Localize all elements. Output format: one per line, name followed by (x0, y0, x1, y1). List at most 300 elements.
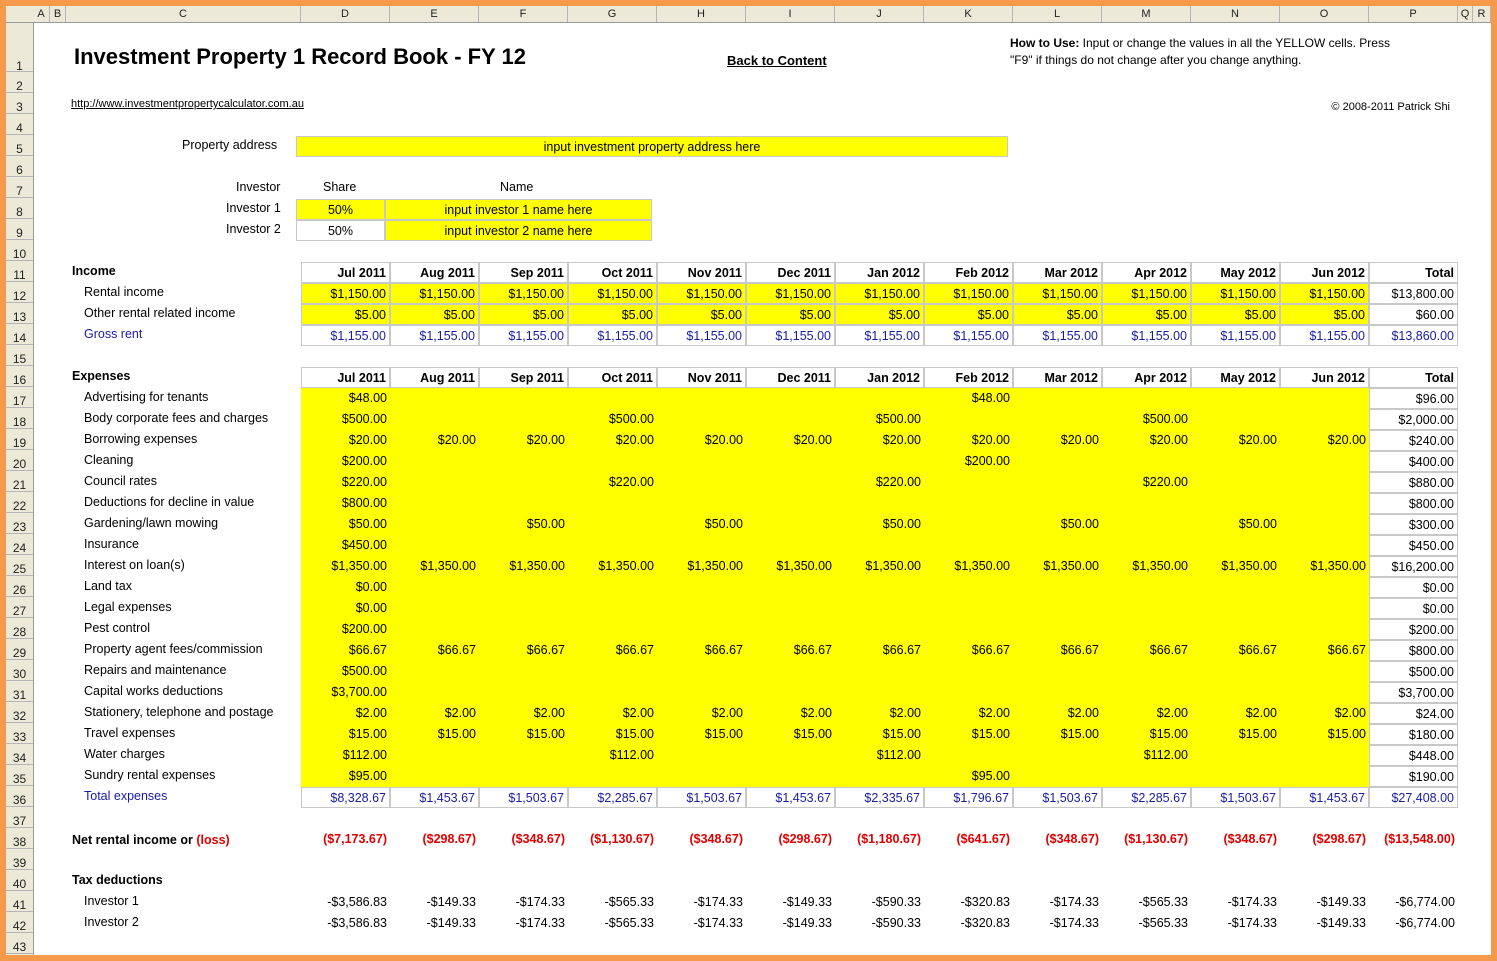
expense-input-cell[interactable] (1280, 577, 1369, 598)
expense-input-cell[interactable] (835, 619, 924, 640)
expense-input-cell[interactable] (1280, 535, 1369, 556)
expense-input-cell[interactable] (479, 766, 568, 787)
expense-input-cell[interactable] (1191, 472, 1280, 493)
expense-input-cell[interactable]: $1,350.00 (835, 556, 924, 577)
expense-input-cell[interactable]: $48.00 (924, 388, 1013, 409)
expense-input-cell[interactable] (1102, 682, 1191, 703)
expense-input-cell[interactable] (568, 598, 657, 619)
expense-input-cell[interactable]: $50.00 (657, 514, 746, 535)
expense-input-cell[interactable]: $50.00 (835, 514, 924, 535)
income-input-cell[interactable]: $5.00 (1102, 304, 1191, 325)
expense-input-cell[interactable]: $20.00 (657, 430, 746, 451)
expense-input-cell[interactable] (1013, 451, 1102, 472)
row-header-3[interactable]: 3 (6, 93, 33, 114)
row-header-41[interactable]: 41 (6, 891, 33, 912)
expense-input-cell[interactable] (924, 577, 1013, 598)
expense-input-cell[interactable] (390, 661, 479, 682)
expense-input-cell[interactable] (657, 598, 746, 619)
expense-input-cell[interactable] (835, 451, 924, 472)
row-header-36[interactable]: 36 (6, 786, 33, 807)
expense-input-cell[interactable]: $200.00 (301, 451, 390, 472)
expense-input-cell[interactable] (1102, 451, 1191, 472)
expense-input-cell[interactable] (924, 745, 1013, 766)
row-header-31[interactable]: 31 (6, 681, 33, 702)
expense-input-cell[interactable]: $66.67 (1102, 640, 1191, 661)
expense-input-cell[interactable] (390, 682, 479, 703)
expense-input-cell[interactable] (657, 577, 746, 598)
expense-input-cell[interactable]: $15.00 (1280, 724, 1369, 745)
expense-input-cell[interactable] (390, 619, 479, 640)
row-header-17[interactable]: 17 (6, 387, 33, 408)
expense-input-cell[interactable] (479, 745, 568, 766)
expense-input-cell[interactable]: $66.67 (1280, 640, 1369, 661)
expense-input-cell[interactable] (1280, 388, 1369, 409)
expense-input-cell[interactable]: $220.00 (301, 472, 390, 493)
expense-input-cell[interactable] (1013, 409, 1102, 430)
expense-input-cell[interactable]: $66.67 (568, 640, 657, 661)
expense-input-cell[interactable] (1102, 577, 1191, 598)
expense-input-cell[interactable] (746, 409, 835, 430)
expense-input-cell[interactable] (1013, 493, 1102, 514)
expense-input-cell[interactable]: $2.00 (924, 703, 1013, 724)
row-header-25[interactable]: 25 (6, 555, 33, 576)
income-input-cell[interactable]: $5.00 (835, 304, 924, 325)
expense-input-cell[interactable]: $112.00 (301, 745, 390, 766)
expense-input-cell[interactable] (390, 451, 479, 472)
column-header-a[interactable]: A (33, 6, 50, 22)
expense-input-cell[interactable]: $500.00 (835, 409, 924, 430)
expense-input-cell[interactable]: $220.00 (1102, 472, 1191, 493)
income-input-cell[interactable]: $5.00 (924, 304, 1013, 325)
expense-input-cell[interactable] (1280, 493, 1369, 514)
expense-input-cell[interactable]: $20.00 (835, 430, 924, 451)
expense-input-cell[interactable]: $1,350.00 (390, 556, 479, 577)
expense-input-cell[interactable] (924, 682, 1013, 703)
expense-input-cell[interactable] (1013, 745, 1102, 766)
expense-input-cell[interactable]: $15.00 (1191, 724, 1280, 745)
expense-input-cell[interactable] (479, 493, 568, 514)
expense-input-cell[interactable] (390, 745, 479, 766)
expense-input-cell[interactable] (924, 535, 1013, 556)
income-input-cell[interactable]: $5.00 (746, 304, 835, 325)
expense-input-cell[interactable] (390, 598, 479, 619)
expense-input-cell[interactable]: $2.00 (657, 703, 746, 724)
column-header-j[interactable]: J (835, 6, 924, 22)
column-header-b[interactable]: B (50, 6, 66, 22)
expense-input-cell[interactable]: $15.00 (746, 724, 835, 745)
expense-input-cell[interactable] (1013, 766, 1102, 787)
investor-share-input[interactable]: 50% (296, 199, 385, 220)
expense-input-cell[interactable] (390, 577, 479, 598)
expense-input-cell[interactable] (746, 598, 835, 619)
income-input-cell[interactable]: $1,150.00 (924, 283, 1013, 304)
expense-input-cell[interactable]: $66.67 (479, 640, 568, 661)
row-header-2[interactable]: 2 (6, 72, 33, 93)
expense-input-cell[interactable] (1191, 766, 1280, 787)
expense-input-cell[interactable] (657, 388, 746, 409)
expense-input-cell[interactable]: $50.00 (1013, 514, 1102, 535)
expense-input-cell[interactable] (479, 472, 568, 493)
expense-input-cell[interactable] (1191, 493, 1280, 514)
expense-input-cell[interactable] (657, 472, 746, 493)
expense-input-cell[interactable] (1013, 661, 1102, 682)
expense-input-cell[interactable] (568, 682, 657, 703)
expense-input-cell[interactable]: $15.00 (390, 724, 479, 745)
expense-input-cell[interactable]: $20.00 (1013, 430, 1102, 451)
expense-input-cell[interactable] (657, 661, 746, 682)
column-header-e[interactable]: E (390, 6, 479, 22)
expense-input-cell[interactable] (1102, 535, 1191, 556)
expense-input-cell[interactable]: $15.00 (924, 724, 1013, 745)
column-header-c[interactable]: C (66, 6, 301, 22)
expense-input-cell[interactable] (1013, 388, 1102, 409)
row-header-15[interactable]: 15 (6, 345, 33, 366)
row-header-38[interactable]: 38 (6, 828, 33, 849)
expense-input-cell[interactable] (1191, 619, 1280, 640)
row-header-33[interactable]: 33 (6, 723, 33, 744)
expense-input-cell[interactable] (479, 388, 568, 409)
column-header-g[interactable]: G (568, 6, 657, 22)
expense-input-cell[interactable] (1280, 661, 1369, 682)
investor-share-input[interactable]: 50% (296, 220, 385, 241)
expense-input-cell[interactable]: $66.67 (924, 640, 1013, 661)
expense-input-cell[interactable]: $500.00 (1102, 409, 1191, 430)
row-header-43[interactable]: 43 (6, 933, 33, 954)
expense-input-cell[interactable]: $1,350.00 (924, 556, 1013, 577)
row-header-7[interactable]: 7 (6, 177, 33, 198)
expense-input-cell[interactable]: $500.00 (568, 409, 657, 430)
expense-input-cell[interactable]: $1,350.00 (746, 556, 835, 577)
expense-input-cell[interactable]: $50.00 (301, 514, 390, 535)
expense-input-cell[interactable]: $20.00 (568, 430, 657, 451)
expense-input-cell[interactable] (479, 661, 568, 682)
row-header-8[interactable]: 8 (6, 198, 33, 219)
expense-input-cell[interactable] (390, 409, 479, 430)
expense-input-cell[interactable] (924, 409, 1013, 430)
expense-input-cell[interactable] (1280, 682, 1369, 703)
expense-input-cell[interactable] (1280, 619, 1369, 640)
expense-input-cell[interactable]: $0.00 (301, 577, 390, 598)
row-header-11[interactable]: 11 (6, 261, 33, 282)
expense-input-cell[interactable]: $2.00 (479, 703, 568, 724)
expense-input-cell[interactable] (479, 598, 568, 619)
expense-input-cell[interactable]: $1,350.00 (301, 556, 390, 577)
expense-input-cell[interactable] (657, 745, 746, 766)
expense-input-cell[interactable] (390, 388, 479, 409)
row-header-20[interactable]: 20 (6, 450, 33, 471)
expense-input-cell[interactable]: $15.00 (301, 724, 390, 745)
expense-input-cell[interactable]: $66.67 (301, 640, 390, 661)
expense-input-cell[interactable] (1280, 451, 1369, 472)
expense-input-cell[interactable]: $20.00 (479, 430, 568, 451)
expense-input-cell[interactable] (924, 598, 1013, 619)
expense-input-cell[interactable] (657, 619, 746, 640)
expense-input-cell[interactable] (1102, 661, 1191, 682)
expense-input-cell[interactable]: $50.00 (1191, 514, 1280, 535)
income-input-cell[interactable]: $1,150.00 (835, 283, 924, 304)
expense-input-cell[interactable] (1280, 514, 1369, 535)
expense-input-cell[interactable]: $48.00 (301, 388, 390, 409)
row-header-39[interactable]: 39 (6, 849, 33, 870)
expense-input-cell[interactable] (1191, 409, 1280, 430)
expense-input-cell[interactable] (390, 472, 479, 493)
expense-input-cell[interactable] (835, 598, 924, 619)
expense-input-cell[interactable] (568, 661, 657, 682)
income-input-cell[interactable]: $1,150.00 (1280, 283, 1369, 304)
income-input-cell[interactable]: $5.00 (1013, 304, 1102, 325)
income-input-cell[interactable]: $5.00 (301, 304, 390, 325)
expense-input-cell[interactable] (1191, 388, 1280, 409)
expense-input-cell[interactable]: $15.00 (657, 724, 746, 745)
income-input-cell[interactable]: $1,150.00 (1191, 283, 1280, 304)
expense-input-cell[interactable] (568, 577, 657, 598)
expense-input-cell[interactable]: $66.67 (835, 640, 924, 661)
expense-input-cell[interactable]: $500.00 (301, 409, 390, 430)
row-header-10[interactable]: 10 (6, 240, 33, 261)
expense-input-cell[interactable]: $0.00 (301, 598, 390, 619)
row-header-9[interactable]: 9 (6, 219, 33, 240)
expense-input-cell[interactable]: $112.00 (568, 745, 657, 766)
row-header-12[interactable]: 12 (6, 282, 33, 303)
expense-input-cell[interactable]: $66.67 (1191, 640, 1280, 661)
column-header-m[interactable]: M (1102, 6, 1191, 22)
column-header-h[interactable]: H (657, 6, 746, 22)
expense-input-cell[interactable]: $220.00 (568, 472, 657, 493)
expense-input-cell[interactable]: $1,350.00 (568, 556, 657, 577)
expense-input-cell[interactable] (568, 535, 657, 556)
expense-input-cell[interactable]: $20.00 (746, 430, 835, 451)
expense-input-cell[interactable]: $2.00 (746, 703, 835, 724)
expense-input-cell[interactable] (568, 388, 657, 409)
expense-input-cell[interactable]: $66.67 (657, 640, 746, 661)
expense-input-cell[interactable]: $200.00 (301, 619, 390, 640)
expense-input-cell[interactable] (390, 535, 479, 556)
expense-input-cell[interactable]: $1,350.00 (1280, 556, 1369, 577)
expense-input-cell[interactable]: $3,700.00 (301, 682, 390, 703)
expense-input-cell[interactable]: $2.00 (568, 703, 657, 724)
expense-input-cell[interactable]: $66.67 (746, 640, 835, 661)
column-header-n[interactable]: N (1191, 6, 1280, 22)
expense-input-cell[interactable] (657, 409, 746, 430)
expense-input-cell[interactable] (479, 577, 568, 598)
column-header-q[interactable]: Q (1458, 6, 1473, 22)
expense-input-cell[interactable] (479, 619, 568, 640)
expense-input-cell[interactable]: $1,350.00 (1013, 556, 1102, 577)
expense-input-cell[interactable] (835, 493, 924, 514)
row-header-6[interactable]: 6 (6, 156, 33, 177)
expense-input-cell[interactable] (746, 472, 835, 493)
expense-input-cell[interactable] (568, 514, 657, 535)
row-header-24[interactable]: 24 (6, 534, 33, 555)
row-header-22[interactable]: 22 (6, 492, 33, 513)
row-header-29[interactable]: 29 (6, 639, 33, 660)
income-input-cell[interactable]: $1,150.00 (746, 283, 835, 304)
expense-input-cell[interactable] (1102, 493, 1191, 514)
expense-input-cell[interactable]: $1,350.00 (1191, 556, 1280, 577)
expense-input-cell[interactable] (924, 661, 1013, 682)
column-header-d[interactable]: D (301, 6, 390, 22)
expense-input-cell[interactable]: $1,350.00 (479, 556, 568, 577)
expense-input-cell[interactable] (1191, 682, 1280, 703)
column-header-k[interactable]: K (924, 6, 1013, 22)
expense-input-cell[interactable]: $2.00 (301, 703, 390, 724)
investor-name-input[interactable]: input investor 2 name here (385, 220, 652, 241)
expense-input-cell[interactable]: $15.00 (835, 724, 924, 745)
expense-input-cell[interactable] (1280, 472, 1369, 493)
expense-input-cell[interactable] (746, 577, 835, 598)
expense-input-cell[interactable] (746, 388, 835, 409)
expense-input-cell[interactable]: $2.00 (1013, 703, 1102, 724)
expense-input-cell[interactable]: $66.67 (1013, 640, 1102, 661)
expense-input-cell[interactable]: $15.00 (1013, 724, 1102, 745)
expense-input-cell[interactable]: $50.00 (479, 514, 568, 535)
expense-input-cell[interactable]: $15.00 (1102, 724, 1191, 745)
expense-input-cell[interactable]: $20.00 (1191, 430, 1280, 451)
expense-input-cell[interactable] (657, 535, 746, 556)
expense-input-cell[interactable] (568, 493, 657, 514)
column-header-i[interactable]: I (746, 6, 835, 22)
expense-input-cell[interactable] (1102, 598, 1191, 619)
expense-input-cell[interactable] (924, 514, 1013, 535)
expense-input-cell[interactable] (746, 451, 835, 472)
expense-input-cell[interactable] (568, 766, 657, 787)
expense-input-cell[interactable] (657, 682, 746, 703)
expense-input-cell[interactable] (479, 409, 568, 430)
row-header-5[interactable]: 5 (6, 135, 33, 156)
expense-input-cell[interactable]: $20.00 (390, 430, 479, 451)
expense-input-cell[interactable] (746, 745, 835, 766)
expense-input-cell[interactable]: $95.00 (301, 766, 390, 787)
expense-input-cell[interactable] (924, 472, 1013, 493)
expense-input-cell[interactable]: $20.00 (1280, 430, 1369, 451)
column-header-f[interactable]: F (479, 6, 568, 22)
expense-input-cell[interactable]: $2.00 (1102, 703, 1191, 724)
expense-input-cell[interactable]: $66.67 (390, 640, 479, 661)
row-header-37[interactable]: 37 (6, 807, 33, 828)
expense-input-cell[interactable] (1013, 682, 1102, 703)
expense-input-cell[interactable] (746, 661, 835, 682)
expense-input-cell[interactable] (657, 493, 746, 514)
expense-input-cell[interactable] (1191, 535, 1280, 556)
expense-input-cell[interactable]: $15.00 (568, 724, 657, 745)
expense-input-cell[interactable]: $1,350.00 (657, 556, 746, 577)
expense-input-cell[interactable]: $20.00 (1102, 430, 1191, 451)
expense-input-cell[interactable]: $20.00 (301, 430, 390, 451)
expense-input-cell[interactable]: $112.00 (1102, 745, 1191, 766)
income-input-cell[interactable]: $1,150.00 (568, 283, 657, 304)
row-header-14[interactable]: 14 (6, 324, 33, 345)
expense-input-cell[interactable] (1013, 598, 1102, 619)
expense-input-cell[interactable] (1102, 766, 1191, 787)
expense-input-cell[interactable] (746, 514, 835, 535)
income-input-cell[interactable]: $5.00 (479, 304, 568, 325)
income-input-cell[interactable]: $1,150.00 (301, 283, 390, 304)
expense-input-cell[interactable]: $2.00 (1191, 703, 1280, 724)
expense-input-cell[interactable] (746, 493, 835, 514)
expense-input-cell[interactable] (1013, 535, 1102, 556)
investor-name-input[interactable]: input investor 1 name here (385, 199, 652, 220)
expense-input-cell[interactable]: $20.00 (924, 430, 1013, 451)
expense-input-cell[interactable] (835, 535, 924, 556)
expense-input-cell[interactable]: $112.00 (835, 745, 924, 766)
expense-input-cell[interactable] (1280, 745, 1369, 766)
expense-input-cell[interactable] (1280, 766, 1369, 787)
row-header-34[interactable]: 34 (6, 744, 33, 765)
row-header-4[interactable]: 4 (6, 114, 33, 135)
expense-input-cell[interactable] (1280, 409, 1369, 430)
row-header-21[interactable]: 21 (6, 471, 33, 492)
row-header-13[interactable]: 13 (6, 303, 33, 324)
expense-input-cell[interactable] (568, 451, 657, 472)
row-header-35[interactable]: 35 (6, 765, 33, 786)
expense-input-cell[interactable] (746, 682, 835, 703)
expense-input-cell[interactable]: $800.00 (301, 493, 390, 514)
expense-input-cell[interactable] (924, 619, 1013, 640)
income-input-cell[interactable]: $5.00 (568, 304, 657, 325)
expense-input-cell[interactable] (390, 766, 479, 787)
expense-input-cell[interactable]: $500.00 (301, 661, 390, 682)
expense-input-cell[interactable] (1191, 451, 1280, 472)
row-header-32[interactable]: 32 (6, 702, 33, 723)
row-header-30[interactable]: 30 (6, 660, 33, 681)
expense-input-cell[interactable] (568, 619, 657, 640)
column-header-l[interactable]: L (1013, 6, 1102, 22)
expense-input-cell[interactable]: $450.00 (301, 535, 390, 556)
row-header-19[interactable]: 19 (6, 429, 33, 450)
expense-input-cell[interactable] (1191, 577, 1280, 598)
column-header-r[interactable]: R (1473, 6, 1491, 22)
property-address-input[interactable]: input investment property address here (296, 136, 1008, 157)
row-header-1[interactable]: 1 (6, 23, 33, 72)
expense-input-cell[interactable]: $1,350.00 (1102, 556, 1191, 577)
expense-input-cell[interactable] (390, 514, 479, 535)
row-header-27[interactable]: 27 (6, 597, 33, 618)
expense-input-cell[interactable] (746, 766, 835, 787)
expense-input-cell[interactable]: $220.00 (835, 472, 924, 493)
income-input-cell[interactable]: $5.00 (657, 304, 746, 325)
expense-input-cell[interactable]: $15.00 (479, 724, 568, 745)
expense-input-cell[interactable] (1191, 661, 1280, 682)
expense-input-cell[interactable] (390, 493, 479, 514)
expense-input-cell[interactable]: $95.00 (924, 766, 1013, 787)
expense-input-cell[interactable]: $2.00 (390, 703, 479, 724)
expense-input-cell[interactable] (479, 682, 568, 703)
income-input-cell[interactable]: $5.00 (390, 304, 479, 325)
expense-input-cell[interactable] (1191, 598, 1280, 619)
income-input-cell[interactable]: $1,150.00 (479, 283, 568, 304)
expense-input-cell[interactable]: $2.00 (1280, 703, 1369, 724)
row-header-42[interactable]: 42 (6, 912, 33, 933)
row-header-40[interactable]: 40 (6, 870, 33, 891)
expense-input-cell[interactable] (1191, 745, 1280, 766)
website-link[interactable]: http://www.investmentpropertycalculator.com.au (71, 98, 304, 110)
row-header-16[interactable]: 16 (6, 366, 33, 387)
row-header-28[interactable]: 28 (6, 618, 33, 639)
expense-input-cell[interactable] (1102, 388, 1191, 409)
expense-input-cell[interactable] (657, 451, 746, 472)
expense-input-cell[interactable] (1280, 598, 1369, 619)
income-input-cell[interactable]: $5.00 (1280, 304, 1369, 325)
expense-input-cell[interactable] (1013, 619, 1102, 640)
expense-input-cell[interactable] (835, 682, 924, 703)
back-to-content-link[interactable]: Back to Content (727, 53, 827, 68)
income-input-cell[interactable]: $5.00 (1191, 304, 1280, 325)
expense-input-cell[interactable] (1013, 577, 1102, 598)
row-header-18[interactable]: 18 (6, 408, 33, 429)
expense-input-cell[interactable] (479, 451, 568, 472)
expense-input-cell[interactable] (924, 493, 1013, 514)
expense-input-cell[interactable] (835, 766, 924, 787)
